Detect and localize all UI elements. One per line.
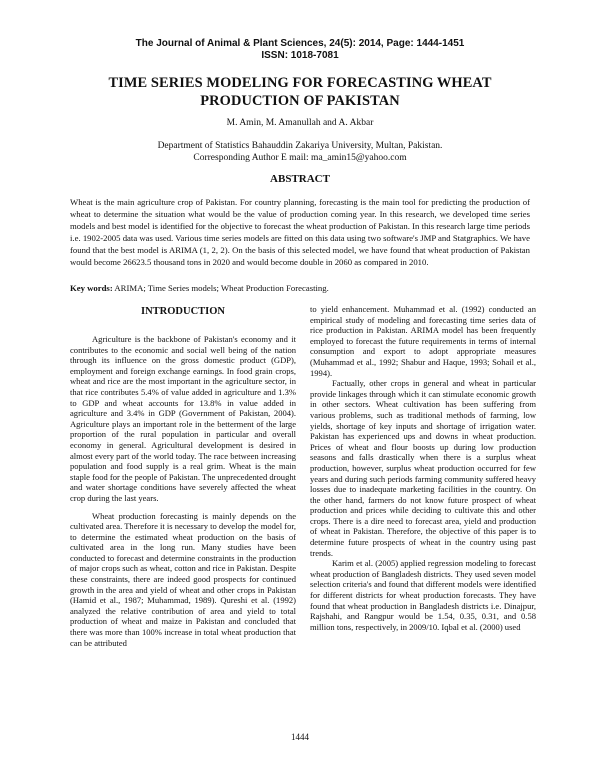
paragraph-gap — [70, 504, 296, 511]
left-column — [70, 302, 296, 648]
keywords-text: ARIMA; Time Series models; Wheat Production Forecasting. — [112, 283, 329, 293]
journal-issn: ISSN: 1018-7081 — [261, 50, 339, 61]
paper-affiliation-block — [0, 140, 600, 164]
abstract-text: Wheat is the main agriculture crop of Pakistan. For country planning, forecasting is the main tool for predicting the production of wheat to determine the situation what would be the value of production coming year. In this research, we developed time series models and best model is identified for the objective to forecast the wheat production of Pakistan. In this research large time periods i.e. 1902-2005 data was used. Various time series models are fitted on this data using two software's JMP and Statgraphics. We have found that the best model is ARIMA (1, 2, 2). On the basis of this selected model, we have found that wheat production of Pakistan would become 26623.5 thousand tons in 2020 and would become double in 2060 as compared in 2010. — [70, 197, 530, 268]
introduction-heading: INTRODUCTION — [140, 306, 225, 317]
intro-paragraph-4: Factually, other crops in general and wheat in particular provide linkages through which it can stimulate economic growth in other sectors. Wheat cultivation has been suffering from various problems, such as traditional methods of farming, low yields, shortage of key inputs and shortage of irrigation water. Pakistan has experienced ups and downs in wheat production. Prices of wheat and flour boosts up during low production seasons and falls drastically when there is a surplus wheat production, however, surplus wheat production occurred for few years and during such periods farming community suffered heavy losses due to inadequate marketing facilities in the country. On the other hand, farmers do not know future prospect of wheat production and prices while deciding to cultivate this and other crops. There is a dire need to forecast area, yield and production of wheat in Pakistan. Therefore, the objective of this paper is to determine future prospects of wheat in the country using past trends. — [310, 378, 536, 558]
keywords-label: Key words: — [70, 283, 113, 293]
keywords-line — [70, 282, 530, 294]
paper-corresponding-author: Corresponding Author E mail: ma_amin15@yahoo.com — [193, 153, 407, 163]
paper-affiliation: Department of Statistics Bahauddin Zakariya University, Multan, Pakistan. — [157, 141, 443, 151]
right-column — [310, 302, 536, 632]
abstract-heading: ABSTRACT — [270, 173, 330, 185]
journal-citation: The Journal of Animal & Plant Sciences, 24(5): 2014, Page: 1444-1451 — [135, 38, 465, 49]
intro-paragraph-3: to yield enhancement. Muhammad et al. (1992) conducted an empirical study of modeling and forecasting time series data of rice production in Pakistan. ARIMA model has been frequently employed to forecast the future requirements in terms of internal consumption and export to adopt appropriate measures (Muhammad et al., 1992; Shabur and Haque, 1993; Sohail et al., 1994). — [310, 304, 536, 378]
intro-paragraph-2: Wheat production forecasting is mainly depends on the cultivated area. Therefore it is necessary to develop the model for, to determine the estimated wheat production on the basis of cultivated area in the long run. Many studies have been conducted to forecast and determine constraints in the production of major crops such as wheat, cotton and rice in Pakistan. Despite these constraints, there are indeed good prospects for continued growth in the area and yield of wheat and other crops in Pakistan (Hamid et al., 1987; Muhammad, 1989). Qureshi et al. (1992) analyzed the relative contribution of area and yield to total production of wheat and maize in Pakistan and concluded that there was more than 100% increase in total wheat production that can be attributed — [70, 510, 296, 648]
journal-header — [0, 38, 600, 62]
paper-title: TIME SERIES MODELING FOR FORECASTING WHEAT PRODUCTION OF PAKISTAN — [108, 75, 492, 109]
intro-paragraph-1: Agriculture is the backbone of Pakistan's economy and it contributes to the economic and social well being of the nation through its influence on the gross domestic product (GDP), employment and foreign exchange earnings. In food grain crops, wheat and rice are the most important in the agriculture sector, in that rice contributes 5.4% of value added in agriculture and 1.3% to GDP and wheat accounts for 13.8% in value added in agriculture and 3.4% in GDP (Government of Pakistan, 2004). Agriculture plays an important role in the betterment of the large proportion of the rural population in particular and overall economy in general. Agricultural development is desired in almost every part of the world today. The race between increasing population and food supply is a real grim. Wheat is the main staple food for the people of Pakistan. The unprecedented drought and water shortage conditions have severely affected the wheat crop during the last years. — [70, 334, 296, 503]
page-number: 1444 — [291, 732, 309, 742]
intro-paragraph-5: Karim et al. (2005) applied regression modeling to forecast wheat production of Bangladesh districts. They used seven model selection criteria's and found that different models were identified for different districts for wheat production forecasts. They have found that wheat production in Bangladesh districts i.e. Dinajpur, Rajshahi, and Rangpur would be 1.54, 0.35, 0.31, and 0.58 million tons, respectively, in 2009/10. Iqbal et al. (2000) used — [310, 558, 536, 632]
paper-authors: M. Amin, M. Amanullah and A. Akbar — [226, 118, 374, 128]
